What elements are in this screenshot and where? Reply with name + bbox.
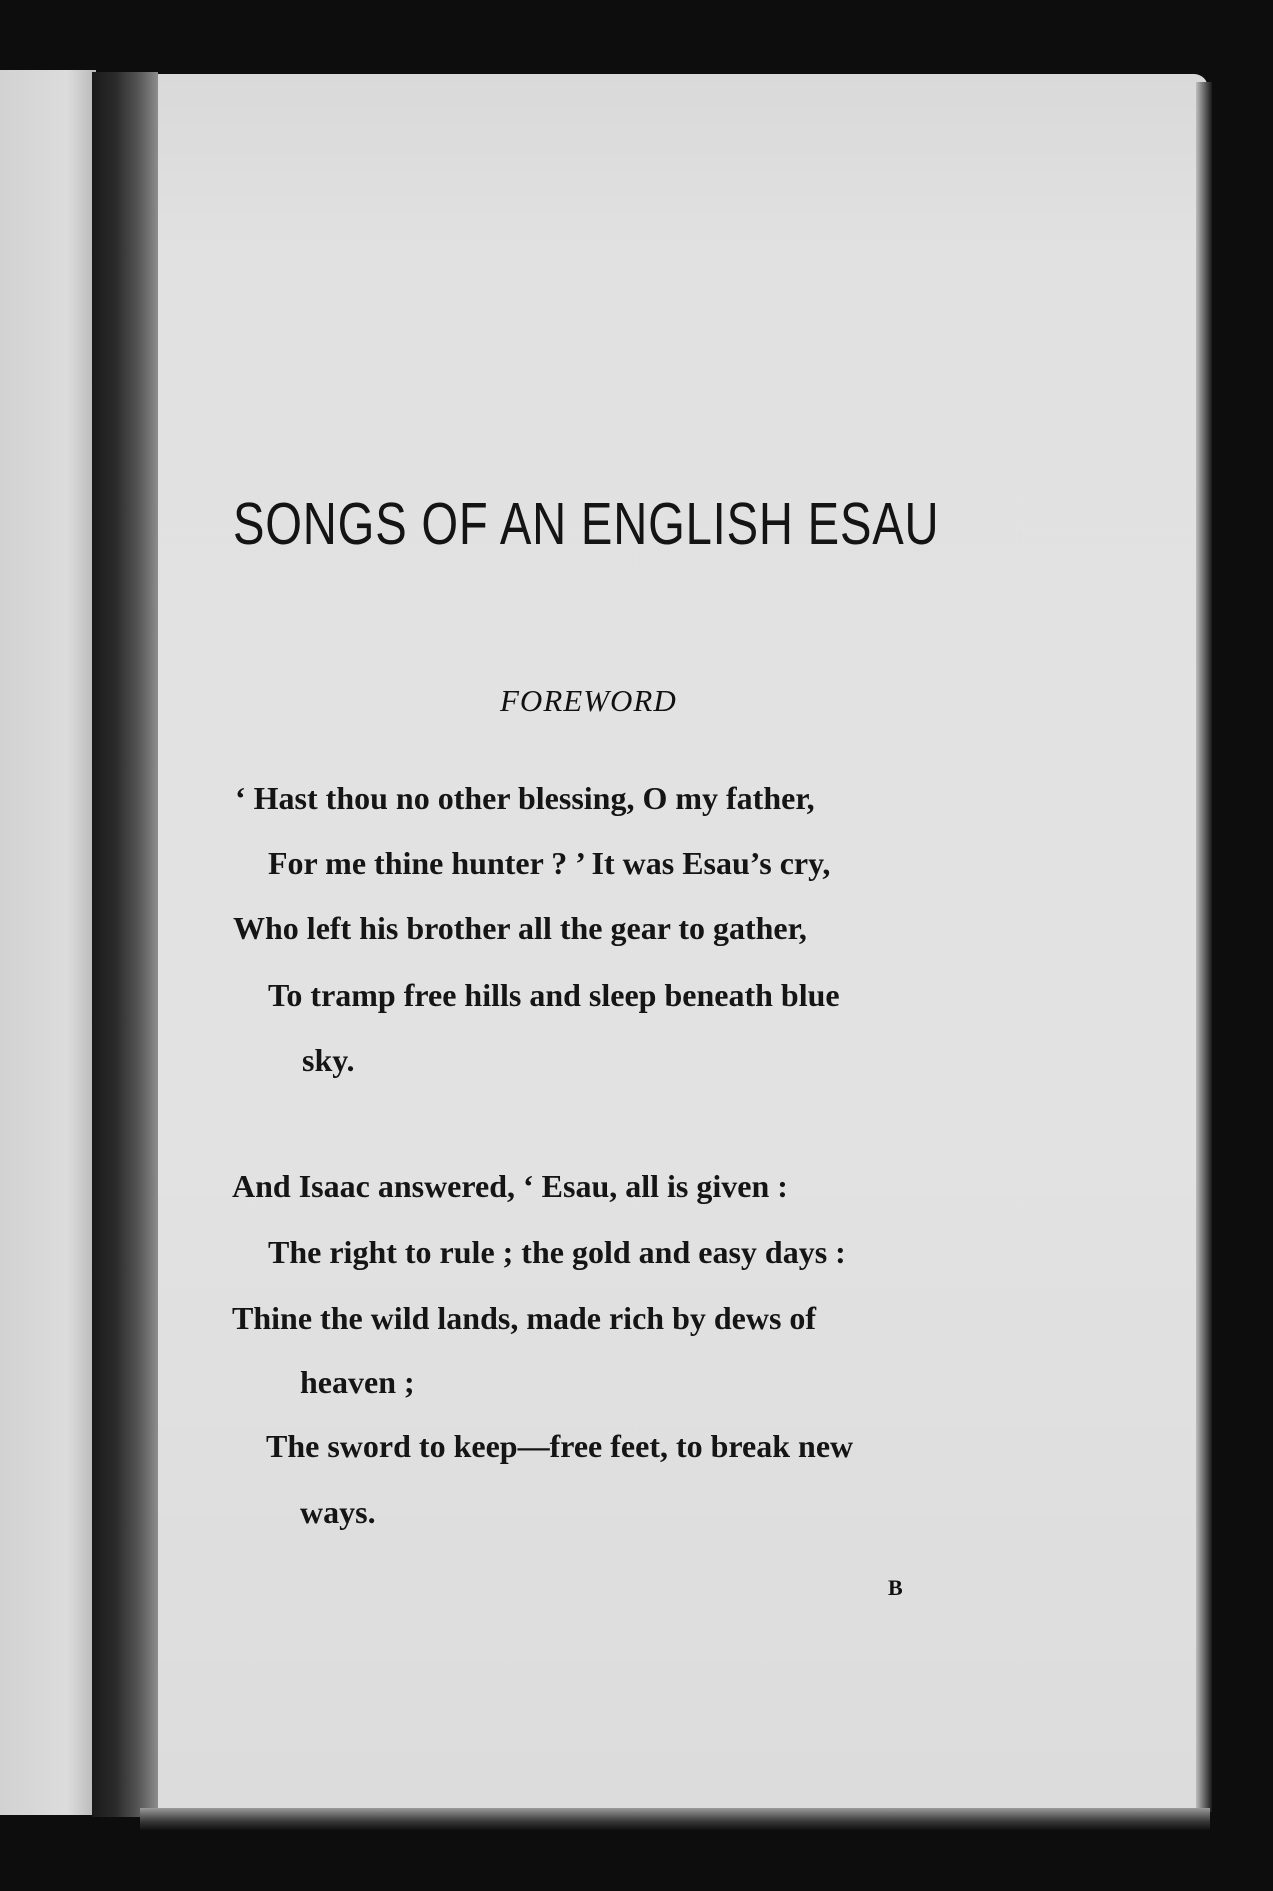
verse-line: sky. (302, 1042, 355, 1078)
verse-line: Thine the wild lands, made rich by dews of (232, 1300, 817, 1336)
verse-line: The right to rule ; the gold and easy days : (268, 1234, 846, 1270)
section-heading: FOREWORD (500, 683, 677, 718)
verse-line: To tramp free hills and sleep beneath blue (268, 977, 840, 1013)
verse-line: heaven ; (300, 1364, 415, 1400)
verse-line: For me thine hunter ? ’ It was Esau’s cry, (268, 845, 831, 881)
verse-line: Who left his brother all the gear to gather, (233, 910, 807, 946)
signature-mark: B (888, 1575, 903, 1600)
verse-line: ways. (300, 1494, 376, 1530)
verse-line: The sword to keep—free feet, to break new (266, 1428, 854, 1464)
book-title: SONGS OF AN ENGLISH ESAU (233, 491, 940, 557)
verse-line: ‘ Hast thou no other blessing, O my father, (235, 780, 815, 816)
verse-line: And Isaac answered, ‘ Esau, all is given : (232, 1168, 788, 1204)
